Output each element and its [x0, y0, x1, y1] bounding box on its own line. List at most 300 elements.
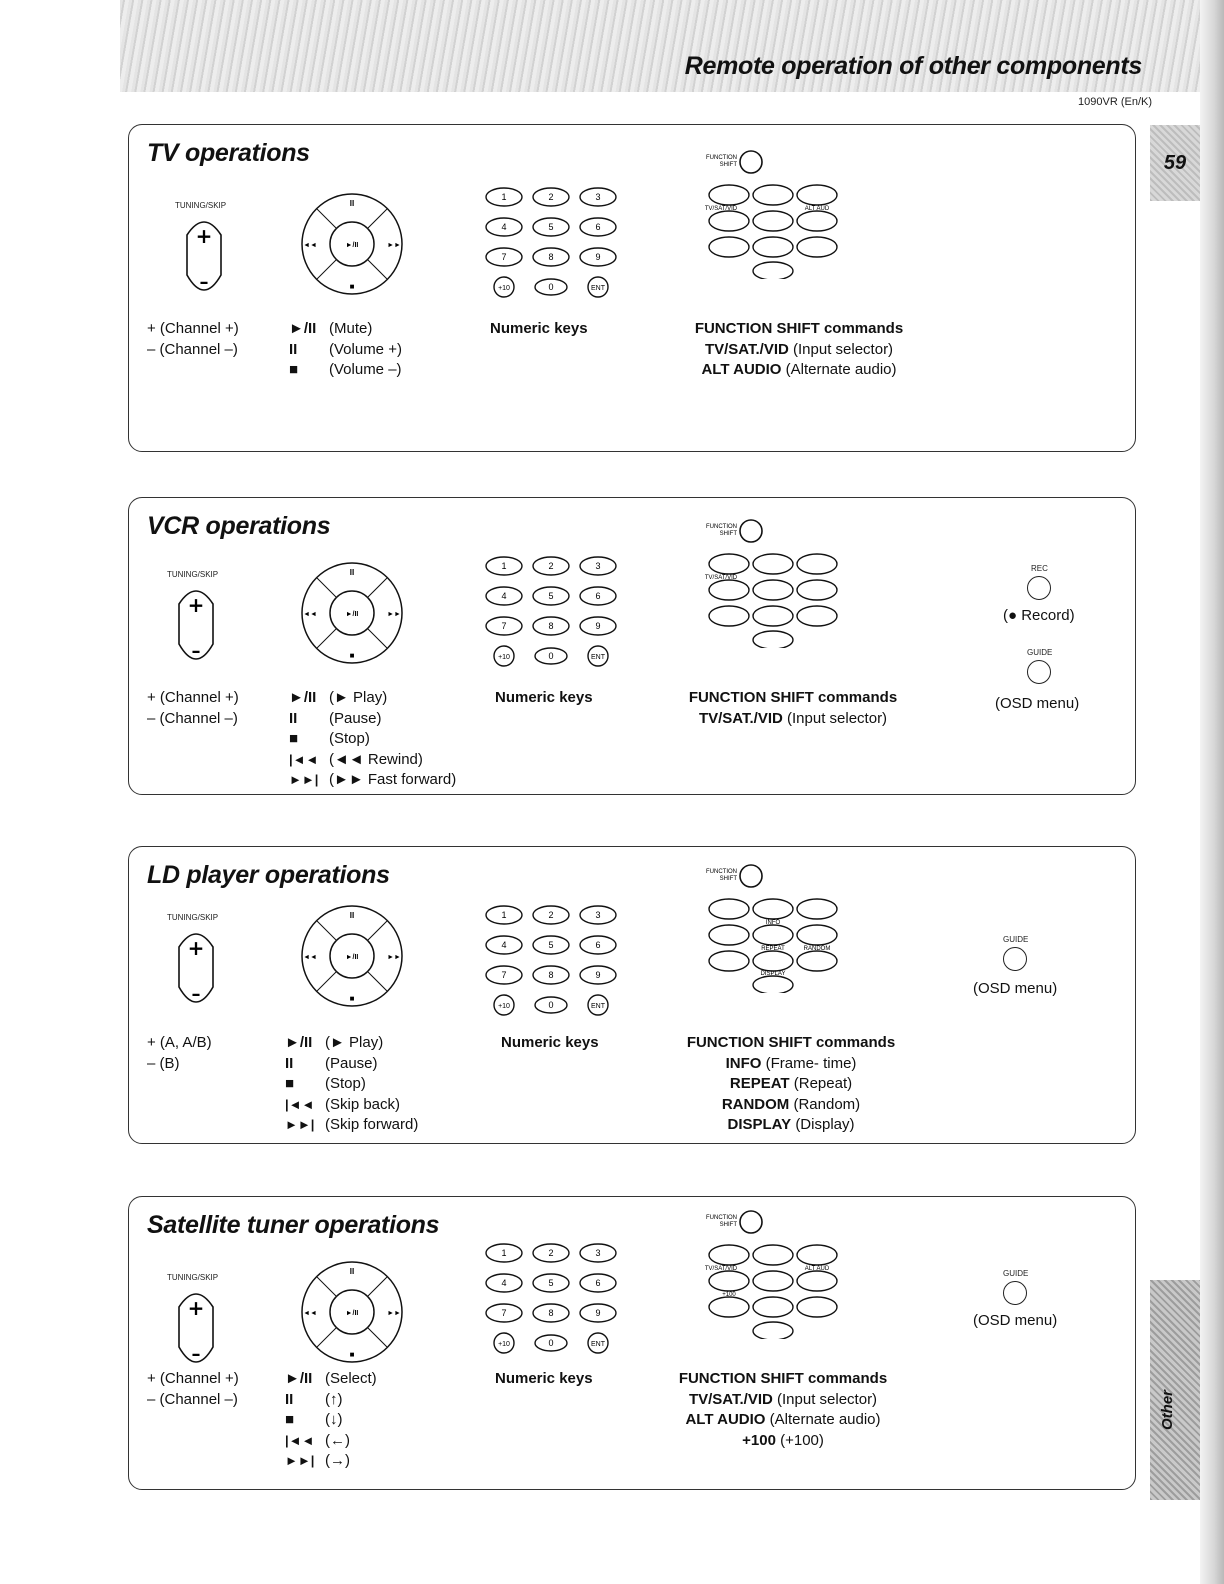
function-shift-button-icon: [740, 865, 762, 887]
svg-text:II: II: [349, 199, 355, 208]
numeric-key-label: 2: [548, 910, 554, 920]
fs-line-key: DISPLAY: [727, 1116, 792, 1133]
function-key-icon: [753, 580, 793, 600]
transport-caption-row: [289, 709, 456, 730]
transport-text: (↑): [325, 1390, 343, 1408]
transport-text: (◄◄ Rewind): [329, 750, 423, 768]
transport-captions: [289, 688, 456, 791]
tuning-caption: [147, 1033, 212, 1074]
numeric-key-label: ENT: [591, 1003, 605, 1010]
tuning-rocker-icon: [169, 582, 223, 682]
fs-line-desc: (Input selector): [777, 1390, 878, 1408]
function-key-label: REPEAT: [761, 946, 785, 952]
function-key-icon: [797, 185, 837, 205]
transport-symbol: ►/II: [289, 320, 317, 337]
function-key-icon: [709, 237, 749, 257]
fs-line-desc: (Random): [793, 1095, 861, 1113]
numeric-key-label: 3: [595, 192, 601, 202]
transport-text: (Volume +): [329, 340, 402, 358]
transport-caption-row: [289, 770, 456, 791]
section-title: LD player operations: [147, 861, 390, 889]
transport-symbol: ■: [285, 1075, 295, 1092]
transport-text: (Stop): [329, 730, 370, 747]
transport-caption-row: [289, 688, 456, 709]
numeric-key-label: 6: [595, 222, 601, 232]
guide-button-icon: [1027, 660, 1051, 684]
fs-line-key: REPEAT: [729, 1075, 790, 1092]
tuning-skip-key: [177, 201, 231, 311]
function-key-icon: [709, 554, 749, 574]
numeric-key-label: 4: [501, 222, 507, 232]
function-shift-captions: [653, 1369, 913, 1451]
numeric-key-label: 0: [548, 1338, 554, 1348]
page-number-tab: [1150, 125, 1200, 201]
function-shift-button-icon: [740, 151, 762, 173]
function-key-label: DISPLAY: [760, 971, 786, 977]
function-key-icon: [753, 262, 793, 279]
numeric-key-label: 7: [501, 621, 507, 631]
transport-captions: [289, 319, 402, 381]
rec-label: REC: [1031, 564, 1048, 573]
transport-caption-row: [285, 1451, 377, 1472]
function-key-label: ALT AUD: [804, 1266, 830, 1272]
transport-caption-row: [285, 1054, 418, 1075]
svg-text:–: –: [191, 1344, 201, 1365]
numeric-key-label: ENT: [591, 654, 605, 661]
svg-text:►/II: ►/II: [345, 242, 359, 249]
guide-label: GUIDE: [1003, 1269, 1029, 1278]
svg-text:►►: ►►: [387, 242, 401, 249]
transport-text: (Volume –): [329, 361, 402, 378]
guide-label: GUIDE: [1027, 648, 1053, 657]
transport-caption-row: [285, 1369, 377, 1390]
vcr-operations-section: [128, 497, 1136, 795]
tuning-skip-label: TUNING/SKIP: [167, 570, 219, 579]
section-title: TV operations: [147, 139, 310, 167]
fs-commands-heading: FUNCTION SHIFT commands: [694, 320, 904, 337]
function-key-icon: [797, 554, 837, 574]
numeric-key-label: 4: [501, 940, 507, 950]
function-key-icon: [753, 951, 793, 971]
svg-text:►►: ►►: [387, 1310, 401, 1317]
numeric-key-label: 6: [595, 1278, 601, 1288]
numeric-key-label: 8: [548, 970, 554, 980]
function-shift-captions: [669, 319, 929, 381]
function-key-label: +100: [722, 1292, 736, 1298]
fs-line: [661, 1074, 921, 1095]
function-shift-keypad-icon: [699, 861, 849, 993]
transport-text: (Stop): [325, 1075, 366, 1092]
model-code: 1090VR (En/K): [1078, 96, 1152, 108]
transport-text: (Pause): [325, 1054, 378, 1072]
svg-text:■: ■: [349, 651, 355, 660]
function-key-icon: [753, 237, 793, 257]
section-title: Satellite tuner operations: [147, 1211, 440, 1239]
svg-text:II: II: [349, 568, 355, 577]
function-key-label: RANDOM: [803, 946, 831, 952]
numeric-keys-caption: Numeric keys: [495, 1370, 593, 1387]
function-key-icon: [797, 580, 837, 600]
function-shift-label: SHIFT: [719, 531, 737, 537]
svg-text:►►: ►►: [387, 611, 401, 618]
fs-commands-heading: FUNCTION SHIFT commands: [678, 1370, 888, 1387]
tuning-skip-key: [169, 913, 229, 1023]
ld-player-operations-section: [128, 846, 1136, 1144]
function-key-label: TV/SAT/VID: [704, 206, 738, 212]
function-shift-keypad-icon: [699, 516, 849, 648]
numeric-key-label: 3: [595, 1248, 601, 1258]
function-key-icon: [709, 211, 749, 231]
numeric-key-label: +10: [498, 1341, 510, 1348]
function-shift-keypad: [699, 861, 849, 991]
tuning-rocker-icon: [177, 213, 231, 313]
section-title: VCR operations: [147, 512, 331, 540]
transport-symbol: |◄◄: [289, 751, 319, 767]
guide-button-icon: [1003, 947, 1027, 971]
transport-symbol: ►►|: [289, 772, 319, 787]
function-key-icon: [753, 1297, 793, 1317]
svg-text:►/II: ►/II: [345, 611, 359, 618]
numeric-key-label: 9: [595, 1308, 601, 1318]
function-shift-captions: [663, 688, 923, 729]
tuning-skip-key: [169, 570, 229, 680]
numeric-key-label: 7: [501, 1308, 507, 1318]
fs-commands-heading: FUNCTION SHIFT commands: [686, 1034, 896, 1051]
fs-line: [669, 360, 929, 381]
tuning-minus-caption: – (Channel –): [147, 1390, 238, 1408]
function-shift-captions: [661, 1033, 921, 1136]
numeric-key-label: +10: [498, 654, 510, 661]
numeric-key-label: 8: [548, 1308, 554, 1318]
satellite-tuner-operations-section: [128, 1196, 1136, 1490]
function-key-icon: [753, 606, 793, 626]
numeric-key-label: 4: [501, 591, 507, 601]
function-key-icon: [753, 1322, 793, 1339]
tv-operations-section: [128, 124, 1136, 452]
fs-line: [661, 1054, 921, 1075]
fs-line-key: ALT AUDIO: [701, 361, 782, 378]
numeric-keypad-icon: [484, 903, 624, 1018]
function-shift-keypad-icon: [699, 147, 849, 279]
fs-line-key: TV/SAT./VID: [704, 340, 789, 358]
numeric-key-label: 5: [548, 1278, 554, 1288]
transport-symbol: ►/II: [285, 1034, 313, 1051]
numeric-key-label: 5: [548, 222, 554, 232]
function-key-icon: [753, 925, 793, 945]
function-shift-keypad: [699, 147, 849, 277]
numeric-key-label: 0: [548, 1000, 554, 1010]
transport-caption-row: [285, 1095, 418, 1116]
rec-button-icon: [1027, 576, 1051, 600]
svg-text:II: II: [349, 911, 355, 920]
function-shift-keypad: [699, 516, 849, 646]
function-key-icon: [753, 976, 793, 993]
function-key-icon: [797, 925, 837, 945]
fs-line: [661, 1095, 921, 1116]
numeric-keys-caption: Numeric keys: [501, 1034, 599, 1051]
transport-caption-row: [289, 319, 402, 340]
numeric-key-label: 1: [501, 561, 507, 571]
guide-caption: (OSD menu): [973, 980, 1058, 997]
tuning-skip-key: [169, 1273, 229, 1383]
fs-line-key: TV/SAT./VID: [698, 709, 783, 727]
fs-line-key: RANDOM: [721, 1095, 790, 1113]
rec-caption: (● Record): [1003, 607, 1075, 624]
fs-line: [653, 1431, 913, 1452]
section-tab-other: [1150, 1280, 1200, 1500]
transport-caption-row: [285, 1074, 418, 1095]
transport-symbol: ■: [289, 730, 299, 747]
numeric-key-label: 3: [595, 561, 601, 571]
transport-captions: [285, 1033, 418, 1136]
fs-line: [653, 1410, 913, 1431]
function-key-label: TV/SAT/VID: [704, 1266, 738, 1272]
function-key-icon: [709, 925, 749, 945]
side-strip: [1200, 0, 1224, 1584]
numeric-key-label: 0: [548, 651, 554, 661]
numeric-key-label: 1: [501, 910, 507, 920]
function-key-label: ALT AUD: [804, 206, 830, 212]
transport-text: (←): [325, 1431, 350, 1449]
svg-text:►►: ►►: [387, 954, 401, 961]
fs-commands-heading: FUNCTION SHIFT commands: [688, 689, 898, 706]
transport-symbol: ■: [289, 361, 299, 378]
function-shift-label: FUNCTION: [706, 1215, 737, 1221]
tuning-plus-caption: + (Channel +): [147, 320, 239, 337]
transport-text: (→): [325, 1452, 350, 1469]
svg-text:+: +: [187, 1296, 205, 1320]
numeric-key-label: 2: [548, 192, 554, 202]
numeric-key-label: 8: [548, 252, 554, 262]
tuning-minus-caption: – (Channel –): [147, 709, 238, 727]
guide-caption: (OSD menu): [995, 695, 1080, 712]
transport-symbol: II: [285, 1390, 294, 1408]
transport-symbol: ►►|: [285, 1117, 315, 1132]
numeric-key-label: 5: [548, 940, 554, 950]
fs-line-desc: (Input selector): [793, 340, 894, 358]
fs-line-key: ALT AUDIO: [685, 1411, 766, 1428]
rec-button-group: [989, 560, 1089, 712]
tuning-caption: [147, 1369, 239, 1410]
function-key-icon: [709, 580, 749, 600]
numeric-key-label: 2: [548, 561, 554, 571]
transport-symbol: II: [289, 340, 298, 358]
transport-symbol: ►/II: [285, 1370, 313, 1387]
fs-line-key: +100: [742, 1431, 776, 1449]
svg-text:II: II: [349, 1267, 355, 1276]
transport-text: (↓): [325, 1411, 343, 1428]
transport-text: (Skip back): [325, 1095, 401, 1113]
transport-symbol: ►►|: [285, 1453, 315, 1468]
section-tab-label: Other: [1159, 1389, 1176, 1430]
function-key-label: TV/SAT/VID: [704, 575, 738, 581]
numeric-key-label: 9: [595, 970, 601, 980]
fs-line-desc: (Repeat): [793, 1075, 853, 1092]
transport-caption-row: [285, 1390, 377, 1411]
transport-symbol: II: [285, 1054, 294, 1072]
transport-symbol: ■: [285, 1411, 295, 1428]
function-key-icon: [753, 211, 793, 231]
transport-text: (Select): [325, 1370, 377, 1387]
tuning-minus-caption: – (B): [147, 1054, 180, 1072]
navigation-pad-icon: [297, 1257, 407, 1367]
numeric-key-label: 9: [595, 621, 601, 631]
numeric-keypad-icon: [484, 185, 624, 300]
function-key-icon: [753, 554, 793, 574]
numeric-keypad: [484, 903, 624, 1018]
navigation-pad-icon: [297, 189, 407, 299]
guide-label: GUIDE: [1003, 935, 1029, 944]
function-key-icon: [709, 1271, 749, 1291]
function-key-icon: [709, 951, 749, 971]
guide-button-group: [969, 1267, 1079, 1337]
svg-text:◄◄: ◄◄: [303, 242, 317, 249]
tuning-plus-caption: + (Channel +): [147, 689, 239, 706]
function-key-icon: [753, 1245, 793, 1265]
function-key-icon: [753, 899, 793, 919]
function-shift-label: SHIFT: [719, 876, 737, 882]
guide-caption: (OSD menu): [973, 1312, 1058, 1329]
transport-caption-row: [289, 360, 402, 381]
numeric-key-label: 0: [548, 282, 554, 292]
navigation-pad-icon: [297, 558, 407, 668]
numeric-key-label: 2: [548, 1248, 554, 1258]
numeric-key-label: 8: [548, 621, 554, 631]
function-shift-label: SHIFT: [719, 162, 737, 168]
svg-text:+: +: [187, 593, 205, 617]
function-shift-label: FUNCTION: [706, 524, 737, 530]
function-key-label: INFO: [765, 920, 781, 926]
page-number: 59: [1163, 151, 1187, 174]
transport-symbol: |◄◄: [285, 1096, 315, 1112]
numeric-key-label: 1: [501, 192, 507, 202]
tuning-plus-caption: + (A, A/B): [147, 1034, 212, 1051]
numeric-key-label: 3: [595, 910, 601, 920]
transport-caption-row: [285, 1431, 377, 1452]
fs-line: [669, 340, 929, 361]
svg-text:–: –: [191, 984, 201, 1005]
function-key-icon: [709, 1245, 749, 1265]
transport-caption-row: [285, 1033, 418, 1054]
function-key-icon: [709, 185, 749, 205]
transport-symbol: ►/II: [289, 689, 317, 706]
function-shift-button-icon: [740, 1211, 762, 1233]
fs-line-desc: (+100): [780, 1431, 824, 1449]
function-key-icon: [797, 1271, 837, 1291]
function-shift-label: FUNCTION: [706, 155, 737, 161]
function-shift-keypad-icon: [699, 1207, 849, 1339]
transport-text: (►► Fast forward): [329, 771, 457, 788]
numeric-keys-caption: Numeric keys: [495, 689, 593, 706]
transport-caption-row: [289, 729, 456, 750]
function-shift-keypad: [699, 1207, 849, 1337]
numeric-key-label: 7: [501, 970, 507, 980]
numeric-key-label: 6: [595, 940, 601, 950]
function-shift-label: FUNCTION: [706, 869, 737, 875]
tuning-skip-label: TUNING/SKIP: [167, 1273, 219, 1282]
function-key-icon: [797, 1297, 837, 1317]
navigation-pad-icon: [297, 901, 407, 1011]
numeric-keys-caption: Numeric keys: [490, 320, 588, 337]
numeric-keypad: [484, 554, 624, 669]
function-key-icon: [709, 1297, 749, 1317]
svg-text:►/II: ►/II: [345, 954, 359, 961]
transport-text: (► Play): [325, 1034, 384, 1051]
function-key-icon: [797, 1245, 837, 1265]
transport-text: (► Play): [329, 689, 388, 706]
svg-text:◄◄: ◄◄: [303, 611, 317, 618]
fs-line: [661, 1115, 921, 1136]
tuning-caption: [147, 319, 239, 360]
numeric-keypad-icon: [484, 554, 624, 669]
numeric-key-label: +10: [498, 1003, 510, 1010]
numeric-key-label: 7: [501, 252, 507, 262]
function-shift-button-icon: [740, 520, 762, 542]
function-key-icon: [753, 631, 793, 648]
function-key-icon: [753, 185, 793, 205]
svg-text:◄◄: ◄◄: [303, 1310, 317, 1317]
svg-text:►/II: ►/II: [345, 1310, 359, 1317]
tuning-skip-label: TUNING/SKIP: [175, 201, 227, 210]
svg-text:+: +: [187, 936, 205, 960]
fs-line-desc: (Frame- time): [765, 1054, 857, 1072]
function-key-icon: [709, 899, 749, 919]
function-key-icon: [797, 899, 837, 919]
fs-line: [663, 709, 923, 730]
transport-caption-row: [285, 1115, 418, 1136]
fs-line-desc: (Display): [795, 1116, 855, 1133]
function-key-icon: [797, 237, 837, 257]
tuning-skip-label: TUNING/SKIP: [167, 913, 219, 922]
guide-button-icon: [1003, 1281, 1027, 1305]
transport-text: (Skip forward): [325, 1116, 419, 1133]
numeric-key-label: +10: [498, 285, 510, 292]
transport-caption-row: [285, 1410, 377, 1431]
transport-symbol: |◄◄: [285, 1432, 315, 1448]
transport-text: (Mute): [329, 320, 373, 337]
transport-text: (Pause): [329, 709, 382, 727]
svg-text:■: ■: [349, 994, 355, 1003]
numeric-key-label: ENT: [591, 1341, 605, 1348]
numeric-key-label: 1: [501, 1248, 507, 1258]
transport-captions: [285, 1369, 377, 1472]
transport-caption-row: [289, 340, 402, 361]
svg-text:■: ■: [349, 282, 355, 291]
tuning-rocker-icon: [169, 925, 223, 1025]
numeric-keypad-icon: [484, 1241, 624, 1356]
numeric-keypad: [484, 1241, 624, 1356]
numeric-key-label: 9: [595, 252, 601, 262]
fs-line-desc: (Alternate audio): [769, 1411, 881, 1428]
fs-line: [653, 1390, 913, 1411]
numeric-key-label: 4: [501, 1278, 507, 1288]
svg-text:–: –: [191, 641, 201, 662]
numeric-key-label: 6: [595, 591, 601, 601]
fs-line-desc: (Input selector): [787, 709, 888, 727]
function-shift-label: SHIFT: [719, 1222, 737, 1228]
function-key-icon: [709, 606, 749, 626]
guide-button-group: [969, 933, 1079, 1003]
fs-line-key: INFO: [725, 1054, 762, 1072]
numeric-keypad: [484, 185, 624, 300]
svg-text:■: ■: [349, 1350, 355, 1359]
tuning-caption: [147, 688, 239, 729]
tuning-plus-caption: + (Channel +): [147, 1370, 239, 1387]
function-key-icon: [797, 211, 837, 231]
svg-text:–: –: [199, 272, 209, 293]
numeric-key-label: ENT: [591, 285, 605, 292]
function-key-icon: [753, 1271, 793, 1291]
